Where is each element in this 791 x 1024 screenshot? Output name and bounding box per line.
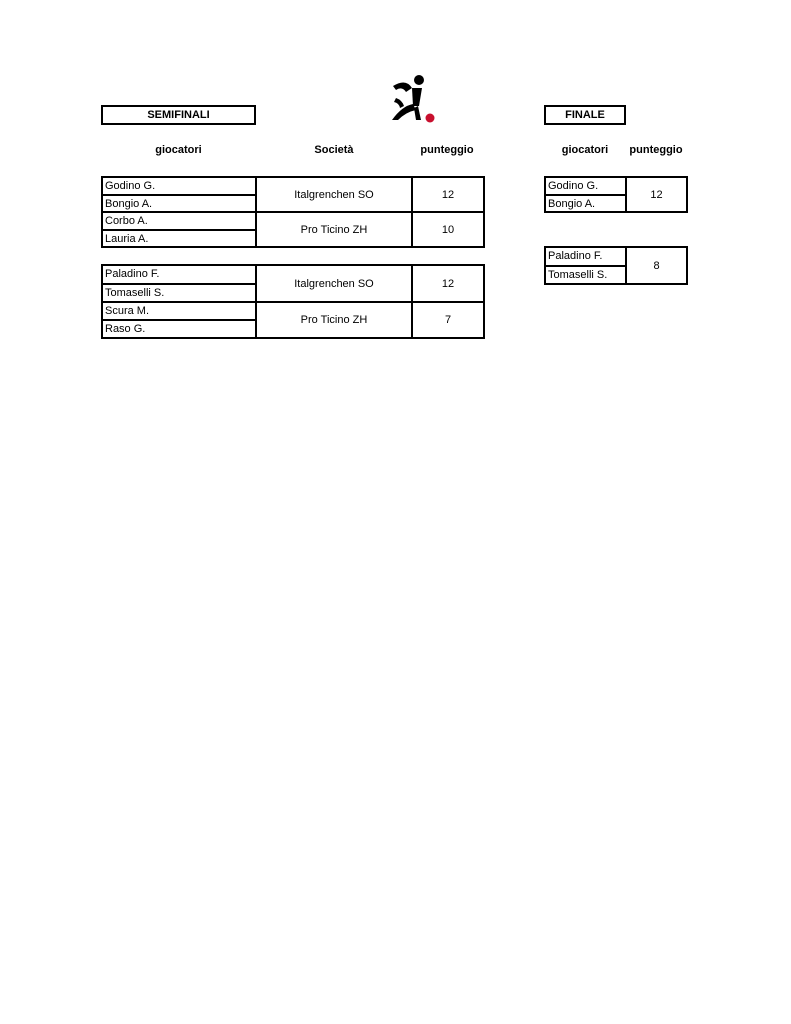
punteggio-cell: 8 — [625, 246, 688, 285]
divider — [101, 337, 485, 339]
punteggio-cell: 10 — [411, 211, 485, 248]
player-name: Raso G. — [101, 321, 257, 337]
header-giocatori: giocatori — [155, 144, 202, 156]
semifinali-title: SEMIFINALI — [101, 105, 256, 125]
player-name: Tomaselli S. — [101, 285, 257, 301]
player-name: Bongio A. — [544, 196, 627, 211]
player-name: Paladino F. — [544, 248, 627, 265]
player-name: Lauria A. — [101, 231, 257, 247]
societa-cell: Pro Ticino ZH — [255, 211, 413, 248]
punteggio-cell: 12 — [411, 176, 485, 213]
semifinal-group-1 — [101, 176, 485, 248]
player-name: Scura M. — [101, 303, 257, 319]
finale-header-giocatori: giocatori — [561, 144, 609, 156]
punteggio-cell: 7 — [411, 301, 485, 339]
punteggio-cell: 12 — [411, 264, 485, 303]
societa-cell: Italgrenchen SO — [255, 176, 413, 213]
finale-match-1 — [544, 176, 688, 213]
player-name: Godino G. — [544, 178, 627, 194]
finale-header-punteggio: punteggio — [629, 144, 683, 156]
player-name: Corbo A. — [101, 213, 257, 229]
header-societa: Società — [314, 144, 354, 156]
divider — [544, 211, 688, 213]
player-name: Bongio A. — [101, 196, 257, 212]
societa-cell: Italgrenchen SO — [255, 264, 413, 303]
finale-match-2 — [544, 246, 688, 285]
bocce-player-icon — [388, 72, 438, 124]
finale-title: FINALE — [544, 105, 626, 125]
divider — [101, 246, 485, 248]
player-name: Tomaselli S. — [544, 267, 627, 283]
divider — [544, 283, 688, 285]
player-name: Paladino F. — [101, 266, 257, 283]
player-name: Godino G. — [101, 178, 257, 194]
societa-cell: Pro Ticino ZH — [255, 301, 413, 339]
semifinal-group-2 — [101, 264, 485, 339]
punteggio-cell: 12 — [625, 176, 688, 213]
header-punteggio: punteggio — [420, 144, 474, 156]
